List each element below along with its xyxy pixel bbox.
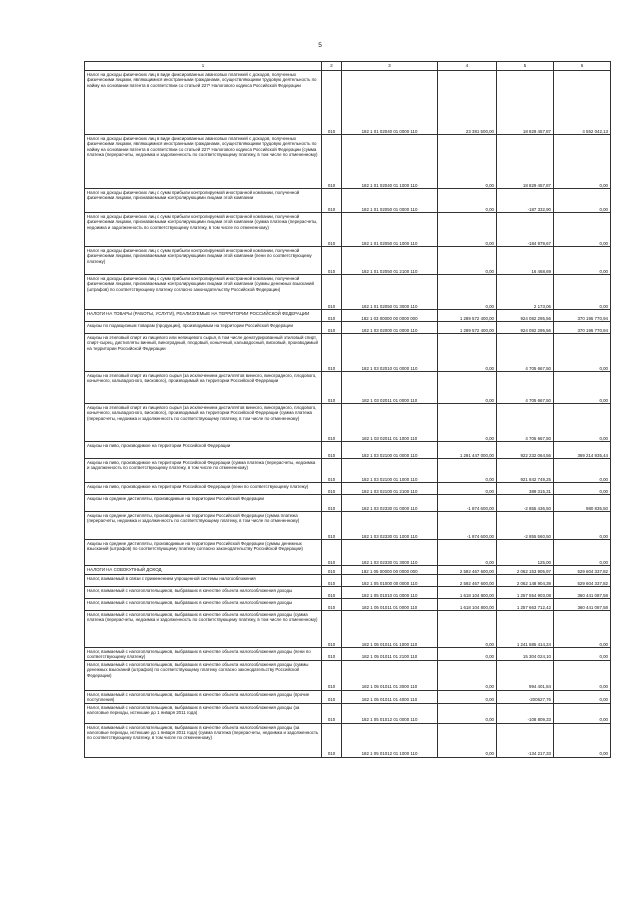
row-rest: 0,00 — [554, 540, 611, 566]
row-plan: 1 618 104 800,00 — [438, 587, 497, 599]
column-number-row — [85, 62, 611, 71]
row-code: 010 — [322, 660, 342, 690]
col-header: 5 — [497, 62, 554, 71]
row-fact: -200627,76 — [497, 690, 554, 703]
row-name: Налог на доходы физических лиц в виде фиксированных авансовых платежей с доходов, полученных физическими лицами, являющимися иностранными гражданами, осуществляющими трудовую деятельность по найму на основании патента в соответствии со статьей 227¹ Налогового кодекса Российской Федерации — [85, 71, 322, 135]
table-row — [85, 690, 611, 703]
row-plan: 2 592 467 600,00 — [438, 575, 497, 587]
row-name: Налог, взимаемый в связи с применением упрощенной системы налогообложения — [85, 575, 322, 587]
row-plan: 0,00 — [438, 611, 497, 648]
table-row — [85, 275, 611, 310]
row-fact: 4 705 667,50 — [497, 372, 554, 404]
row-kbk: 182 1 03 02011 01 0000 110 — [342, 372, 438, 404]
table-row — [85, 512, 611, 540]
row-code: 010 — [322, 723, 342, 757]
row-fact: 2 062 153 905,97 — [497, 566, 554, 575]
table-row — [85, 540, 611, 566]
row-kbk: 182 1 01 02040 01 0000 110 — [342, 71, 438, 135]
row-plan: -1 874 600,00 — [438, 495, 497, 512]
row-fact: 18 829 457,87 — [497, 71, 554, 135]
row-fact: -108 809,33 — [497, 703, 554, 723]
row-rest: 4 552 042,13 — [554, 71, 611, 135]
row-plan: -1 874 600,00 — [438, 512, 497, 540]
row-rest: 529 604 337,82 — [554, 575, 611, 587]
row-name: Налог, взимаемый с налогоплательщиков, выбравших в качестве объекта налогообложения доходы — [85, 587, 322, 599]
table-row — [85, 189, 611, 213]
row-code: 010 — [322, 495, 342, 512]
row-fact: -184 979,67 — [497, 213, 554, 247]
row-kbk: 182 1 03 02330 01 0000 110 — [342, 495, 438, 512]
row-kbk: 182 1 03 00000 00 0000 000 — [342, 310, 438, 322]
row-plan: 0,00 — [438, 135, 497, 189]
row-code: 010 — [322, 247, 342, 275]
row-fact: 4 705 667,50 — [497, 404, 554, 442]
row-kbk: 182 1 05 01011 01 0000 110 — [342, 599, 438, 611]
row-rest: 529 604 337,82 — [554, 566, 611, 575]
row-fact: 924 082 295,56 — [497, 322, 554, 334]
row-kbk: 182 1 05 01012 01 1000 110 — [342, 723, 438, 757]
row-fact: 924 082 295,56 — [497, 310, 554, 322]
table-row — [85, 322, 611, 334]
row-rest: 360 441 087,58 — [554, 587, 611, 599]
row-name: Налог на доходы физических лиц с сумм прибыли контролируемой иностранной компании, полученной физическими лицами, признаваемыми контролирующими лицами этой компании (сумма платежа (перерасчеты, недоимка и задолженность по соответствующему платежу, в том числе по отмененному) — [85, 213, 322, 247]
row-rest: 0,00 — [554, 213, 611, 247]
table-row — [85, 703, 611, 723]
col-header: 4 — [438, 62, 497, 71]
row-name: Акцизы на средние дистилляты, производимые на территории Российской Федерации — [85, 495, 322, 512]
row-kbk: 182 1 03 02011 01 1000 110 — [342, 404, 438, 442]
row-code: 010 — [322, 483, 342, 495]
row-kbk: 182 1 05 01012 01 0000 110 — [342, 703, 438, 723]
row-fact: -2 855 436,50 — [497, 495, 554, 512]
row-plan: 0,00 — [438, 189, 497, 213]
row-kbk: 182 1 05 01011 01 4000 110 — [342, 690, 438, 703]
row-name: Налог, взимаемый с налогоплательщиков, выбравших в качестве объекта налогообложения доходы (прочие поступления) — [85, 690, 322, 703]
row-fact: 1 257 554 903,08 — [497, 587, 554, 599]
row-plan: 0,00 — [438, 213, 497, 247]
row-name: Налог на доходы физических лиц с сумм прибыли контролируемой иностранной компании, полученной физическими лицами, признаваемыми контролирующими лицами этой компании (пени по соответствующему платежу) — [85, 247, 322, 275]
row-kbk: 182 1 03 02100 01 2100 110 — [342, 483, 438, 495]
row-kbk: 182 1 03 02330 01 1000 110 — [342, 512, 438, 540]
row-kbk: 182 1 03 02000 01 0000 110 — [342, 322, 438, 334]
row-fact: 994 401,84 — [497, 660, 554, 690]
row-code: 010 — [322, 599, 342, 611]
row-fact: 1 241 585 414,24 — [497, 611, 554, 648]
row-plan: 23 381 500,00 — [438, 71, 497, 135]
row-name: Акцизы на этиловый спирт из пищевого сырья (за исключением дистиллятов винного, виноградного, плодового, коньячного, кальвадосного, вискового), производимый на территории Российской Федерации — [85, 372, 322, 404]
row-name: Налог на доходы физических лиц с сумм прибыли контролируемой иностранной компании, полученной физическими лицами, признаваемыми контролирующими лицами этой компании — [85, 189, 322, 213]
row-plan: 2 592 467 600,00 — [438, 566, 497, 575]
budget-execution-table — [84, 61, 611, 758]
row-rest: 0,00 — [554, 690, 611, 703]
table-row — [85, 310, 611, 322]
row-plan: 0,00 — [438, 483, 497, 495]
row-rest: 0,00 — [554, 703, 611, 723]
row-code: 010 — [322, 575, 342, 587]
row-rest: 0,00 — [554, 483, 611, 495]
row-code: 010 — [322, 566, 342, 575]
table-row — [85, 334, 611, 372]
row-name: Налог, взимаемый с налогоплательщиков, выбравших в качестве объекта налогообложения доходы (пени по соответствующему платежу) — [85, 648, 322, 661]
row-plan: 0,00 — [438, 703, 497, 723]
row-kbk: 182 1 01 02050 01 1000 110 — [342, 213, 438, 247]
row-code: 010 — [322, 213, 342, 247]
row-fact: -2 855 560,50 — [497, 512, 554, 540]
table-row — [85, 587, 611, 599]
row-kbk: 182 1 01 02040 01 1000 110 — [342, 135, 438, 189]
row-code: 010 — [322, 648, 342, 661]
table-row — [85, 404, 611, 442]
col-header: 1 — [85, 62, 322, 71]
row-plan: 1 618 104 800,00 — [438, 599, 497, 611]
row-plan: 0,00 — [438, 540, 497, 566]
row-rest: 370 195 770,94 — [554, 310, 611, 322]
row-rest: 0,00 — [554, 189, 611, 213]
col-header: 3 — [342, 62, 438, 71]
table-row — [85, 372, 611, 404]
row-rest: 0,00 — [554, 404, 611, 442]
row-fact: 389 315,31 — [497, 483, 554, 495]
row-code: 010 — [322, 322, 342, 334]
row-fact: 922 232 064,56 — [497, 442, 554, 459]
row-plan: 0,00 — [438, 404, 497, 442]
page-number: 5 — [318, 42, 322, 49]
table-row — [85, 575, 611, 587]
row-kbk: 182 1 01 02050 01 2100 110 — [342, 247, 438, 275]
row-name: Налог на доходы физических лиц с сумм прибыли контролируемой иностранной компании, полученной физическими лицами, признаваемыми контролирующими лицами этой компании (суммы денежных взысканий (штрафов) по соответствующему платежу согласно законодательству Российской Федерации) — [85, 275, 322, 310]
table-row — [85, 483, 611, 495]
row-fact: -134 217,33 — [497, 723, 554, 757]
row-rest: 0,00 — [554, 275, 611, 310]
row-code: 010 — [322, 189, 342, 213]
row-name: Акцизы на пиво, производимое на территории Российской Федерации (сумма платежа (перерасчеты, недоимка и задолженность по соответствующему платежу, в том числе по отмененному) — [85, 459, 322, 483]
row-rest: 0,00 — [554, 648, 611, 661]
row-rest: 0,00 — [554, 459, 611, 483]
row-kbk: 182 1 03 02100 01 0000 110 — [342, 442, 438, 459]
row-kbk: 182 1 03 02330 01 3000 110 — [342, 540, 438, 566]
table-row — [85, 247, 611, 275]
row-plan: 1 291 447 000,00 — [438, 442, 497, 459]
row-plan: 1 289 572 400,00 — [438, 322, 497, 334]
row-kbk: 182 1 05 01000 00 0000 110 — [342, 575, 438, 587]
row-code: 010 — [322, 587, 342, 599]
row-kbk: 182 1 05 01011 01 2100 110 — [342, 648, 438, 661]
row-code: 010 — [322, 611, 342, 648]
row-name: НАЛОГИ НА ТОВАРЫ (РАБОТЫ, УСЛУГИ), РЕАЛИЗУЕМЫЕ НА ТЕРРИТОРИИ РОССИЙСКОЙ ФЕДЕРАЦИИ — [85, 310, 322, 322]
row-name: Налог, взимаемый с налогоплательщиков, выбравших в качестве объекта налогообложения доходы (суммы денежных взысканий (штрафов) по соответствующему платежу согласно законодательству Российской Федерации) — [85, 660, 322, 690]
table-row — [85, 213, 611, 247]
table-row — [85, 495, 611, 512]
row-code: 010 — [322, 459, 342, 483]
row-code: 010 — [322, 404, 342, 442]
col-header: 2 — [322, 62, 342, 71]
row-kbk: 182 1 01 02050 01 0000 110 — [342, 189, 438, 213]
row-code: 010 — [322, 71, 342, 135]
col-header: 6 — [554, 62, 611, 71]
row-code: 010 — [322, 275, 342, 310]
table-row — [85, 611, 611, 648]
row-rest: 360 441 087,58 — [554, 599, 611, 611]
row-plan: 0,00 — [438, 660, 497, 690]
row-fact: 4 705 667,50 — [497, 334, 554, 372]
row-code: 010 — [322, 334, 342, 372]
row-code: 010 — [322, 690, 342, 703]
row-rest: 369 214 935,44 — [554, 442, 611, 459]
row-plan: 0,00 — [438, 690, 497, 703]
row-rest: 0,00 — [554, 723, 611, 757]
row-code: 010 — [322, 703, 342, 723]
row-plan: 0,00 — [438, 372, 497, 404]
row-name: Налог, взимаемый с налогоплательщиков, выбравших в качестве объекта налогообложения доходы (сумма платежа (перерасчеты, недоимка и задолженность по соответствующему платежу, в том числе по отмененному) — [85, 611, 322, 648]
table-row — [85, 135, 611, 189]
row-rest: 0,00 — [554, 135, 611, 189]
row-name: Акцизы на этиловый спирт из пищевого или непищевого сырья, в том числе денатурированный этиловый спирт, спирт-сырец, дистилляты винный, виноградный, плодовый, коньячный, кальвадосный, висковый, производимый на территории Российской Федерации — [85, 334, 322, 372]
row-code: 010 — [322, 442, 342, 459]
row-fact: 18 829 457,87 — [497, 135, 554, 189]
table-row — [85, 459, 611, 483]
row-code: 010 — [322, 135, 342, 189]
row-name: Налог, взимаемый с налогоплательщиков, выбравших в качестве объекта налогообложения доходы (за налоговые периоды, истекшие до 1 января 2011 года) (сумма платежа (перерасчеты, недоимка и задолженность по соответствующему платежу, в том числе по отмененному) — [85, 723, 322, 757]
row-name: Акцизы на средние дистилляты, производимые на территории Российской Федерации (суммы денежных взысканий (штрафов) по соответствующему платежу согласно законодательству Российской Федерации) — [85, 540, 322, 566]
row-name: Акцизы на средние дистилляты, производимые на территории Российской Федерации (сумма платежа (перерасчеты, недоимка и задолженность по соответствующему платежу, в том числе по отмененному) — [85, 512, 322, 540]
row-name: Налог на доходы физических лиц в виде фиксированных авансовых платежей с доходов, полученных физическими лицами, являющимися иностранными гражданами, осуществляющими трудовую деятельность по найму на основании патента в соответствии со статьей 227¹ Налогового кодекса Российской Федерации (сумма платежа (перерасчеты, недоимка и задолженность по соответствующему платежу, в том числе по отмененному) — [85, 135, 322, 189]
row-rest: 0,00 — [554, 611, 611, 648]
row-fact: 2 173,06 — [497, 275, 554, 310]
row-fact: 1 257 663 712,42 — [497, 599, 554, 611]
row-fact: -187 332,90 — [497, 189, 554, 213]
table-row — [85, 723, 611, 757]
row-code: 010 — [322, 310, 342, 322]
table-row — [85, 71, 611, 135]
row-kbk: 182 1 01 02050 01 3000 110 — [342, 275, 438, 310]
row-kbk: 182 1 05 01010 01 0000 110 — [342, 587, 438, 599]
row-fact: 125,00 — [497, 540, 554, 566]
row-rest: 0,00 — [554, 334, 611, 372]
row-kbk: 182 1 03 02100 01 1000 110 — [342, 459, 438, 483]
row-plan: 0,00 — [438, 459, 497, 483]
row-rest: 0,00 — [554, 660, 611, 690]
row-kbk: 182 1 05 00000 00 0000 000 — [342, 566, 438, 575]
table-row — [85, 599, 611, 611]
table-row — [85, 442, 611, 459]
row-fact: 921 842 749,25 — [497, 459, 554, 483]
row-name: Налог, взимаемый с налогоплательщиков, выбравших в качестве объекта налогообложения доходы (за налоговые периоды, истекшие до 1 января 2011 года) — [85, 703, 322, 723]
row-plan: 0,00 — [438, 275, 497, 310]
table-row — [85, 648, 611, 661]
row-rest: 980 835,50 — [554, 495, 611, 512]
row-kbk: 182 1 05 01011 01 1000 110 — [342, 611, 438, 648]
row-fact: 15 304 024,10 — [497, 648, 554, 661]
row-plan: 0,00 — [438, 723, 497, 757]
row-plan: 1 289 572 400,00 — [438, 310, 497, 322]
row-name: НАЛОГИ НА СОВОКУПНЫЙ ДОХОД — [85, 566, 322, 575]
row-code: 010 — [322, 540, 342, 566]
row-plan: 0,00 — [438, 247, 497, 275]
row-kbk: 182 1 03 02010 01 0000 110 — [342, 334, 438, 372]
table-row — [85, 566, 611, 575]
row-kbk: 182 1 05 01011 01 3000 110 — [342, 660, 438, 690]
row-plan: 0,00 — [438, 648, 497, 661]
row-rest: 0,00 — [554, 512, 611, 540]
row-name: Акцизы на пиво, производимое на территории Российской Федерации — [85, 442, 322, 459]
row-name: Акцизы по подакцизным товарам (продукции), производимым на территории Российской Федерации — [85, 322, 322, 334]
row-rest: 0,00 — [554, 372, 611, 404]
row-code: 010 — [322, 372, 342, 404]
row-code: 010 — [322, 512, 342, 540]
row-rest: 370 195 770,94 — [554, 322, 611, 334]
row-name: Акцизы на пиво, производимое на территории Российской Федерации (пени по соответствующему платежу) — [85, 483, 322, 495]
row-rest: 0,00 — [554, 247, 611, 275]
row-plan: 0,00 — [438, 334, 497, 372]
row-fact: 16 468,69 — [497, 247, 554, 275]
row-name: Акцизы на этиловый спирт из пищевого сырья (за исключением дистиллятов винного, виноградного, плодового, коньячного, кальвадосного, вискового), производимый на территории Российской Федерации (сумма платежа (перерасчеты, недоимка и задолженность по соответствующему платежу, в том числе по отмененному) — [85, 404, 322, 442]
row-fact: 2 062 148 904,39 — [497, 575, 554, 587]
table-row — [85, 660, 611, 690]
row-name: Налог, взимаемый с налогоплательщиков, выбравших в качестве объекта налогообложения доходы — [85, 599, 322, 611]
